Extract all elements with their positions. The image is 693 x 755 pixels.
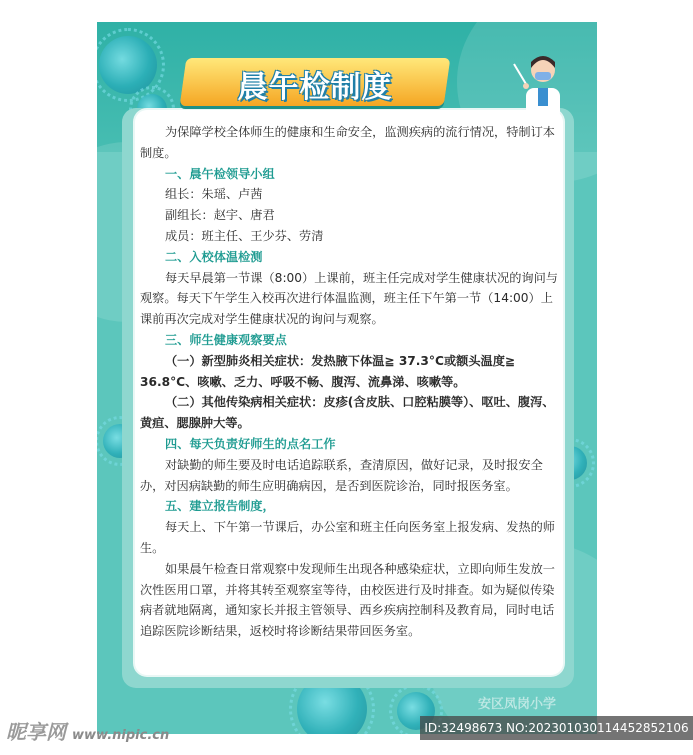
body-paragraph: 如果晨午检查日常观察中发现师生出现各种感染症状，立即向师生发放一次性医用口罩，并将其转至观察室等待，由校医进行及时排查。如为疑似传染病者就地隔离，通知家长并报主管领导、西乡疾病控制科及教育局，同时电话追踪医院诊断结果，返校时将诊断结果带回医务室。 — [140, 561, 555, 639]
page-title: 晨午检制度 — [237, 70, 393, 105]
body-paragraph: 每天早晨第一节课（8:00）上课前，班主任完成对学生健康状况的询问与观察。每天下午学生入校再次进行体温监测，班主任下午第一节（14:00）上课前再次完成对学生健康状况的询问与观察。 — [140, 270, 558, 327]
school-mark: 安区凤岗小学 — [478, 697, 557, 712]
body-line: 组长：朱瑶、卢茜 — [165, 187, 263, 202]
doctor-illustration — [512, 48, 572, 120]
section-heading: 三、师生健康观察要点 — [165, 332, 287, 347]
body-paragraph: （一）新型肺炎相关症状：发热腋下体温≧ 37.3°C或额头温度≧ 36.8°C、咳嗽、乏力、呼吸不畅、腹泻、流鼻涕、咳嗽等。 — [140, 353, 516, 389]
body-paragraph: （二）其他传染病相关症状：皮疹(含皮肤、口腔粘膜等）、呕吐、腹泻、黄疸、腮腺肿大等。 — [140, 395, 555, 431]
section-heading: 一、晨午检领导小组 — [165, 166, 275, 181]
title-banner — [183, 58, 447, 112]
body-paragraph: 每天上、下午第一节课后，办公室和班主任向医务室上报发病、发热的师生。 — [140, 520, 555, 555]
body-paragraph: 对缺勤的师生要及时电话追踪联系，查清原因，做好记录，及时报安全办，对因病缺勤的师生应明确病因，是否到医院诊治，同时报医务室。 — [140, 457, 543, 493]
body-line: 副组长：赵宇、唐君 — [165, 208, 275, 223]
watermark-url: www.nipic.cn — [72, 728, 170, 743]
body-line: 成员：班主任、王少芬、劳清 — [165, 228, 324, 243]
watermark-brand — [6, 716, 169, 745]
document-body — [140, 122, 558, 642]
section-heading: 五、建立报告制度， — [165, 499, 275, 514]
watermark-brand-text: 昵享网 — [6, 720, 66, 744]
section-heading: 四、每天负责好师生的点名工作 — [165, 436, 336, 451]
section-heading: 二、入校体温检测 — [165, 249, 263, 264]
watermark-id: ID:32498673 NO:20230103011445285210​6 — [420, 716, 693, 740]
intro-paragraph: 为保障学校全体师生的健康和生命安全，监测疾病的流行情况，特制订本制度。 — [140, 125, 555, 160]
